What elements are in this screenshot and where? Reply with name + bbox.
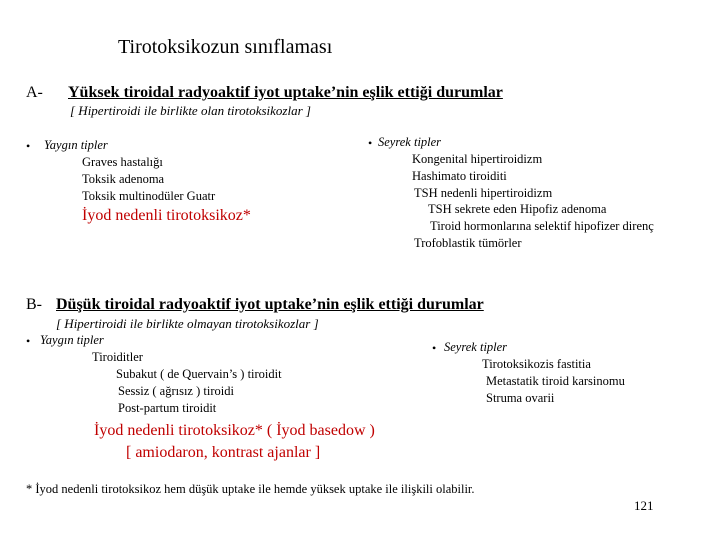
- list-item: Graves hastalığı: [82, 155, 163, 169]
- list-item: Toksik adenoma: [82, 172, 165, 186]
- list-item: Trofoblastik tümörler: [414, 236, 522, 250]
- list-item: Hashimato tiroiditi: [412, 169, 507, 183]
- section-b-subheading: [ Hipertiroidi ile birlikte olmayan tirotoksikozlar ]: [56, 316, 319, 331]
- section-a-red-note: İyod nedenli tirotoksikoz*: [82, 207, 251, 224]
- list-item: Tirotoksikozis fastitia: [482, 357, 591, 371]
- section-b-red-note-examples: [ amiodaron, kontrast ajanlar ]: [126, 444, 321, 461]
- list-item: Kongenital hipertiroidizm: [412, 152, 543, 166]
- section-a-rare-label: Seyrek tipler: [378, 135, 442, 149]
- list-item: TSH sekrete eden Hipofiz adenoma: [428, 202, 607, 216]
- bullet-icon: •: [368, 136, 373, 150]
- section-b-red-note: İyod nedenli tirotoksikoz* ( İyod basedow ): [94, 422, 375, 439]
- list-item: Tiroid hormonlarına selektif hipofizer direnç: [430, 219, 654, 233]
- section-a-subheading: [ Hipertiroidi ile birlikte olan tirotoksikozlar ]: [70, 103, 311, 118]
- bullet-icon: •: [26, 334, 31, 348]
- list-item: Subakut ( de Quervain’s ) tiroidit: [116, 367, 282, 381]
- section-b-rare-label: Seyrek tipler: [444, 340, 508, 354]
- section-b-heading: Düşük tiroidal radyoaktif iyot uptake’nin eşlik ettiği durumlar: [56, 296, 484, 313]
- list-item: Toksik multinodüler Guatr: [82, 189, 216, 203]
- section-b-group-label: Tiroiditler: [92, 350, 143, 364]
- page-number: 121: [634, 498, 654, 513]
- list-item: Sessiz ( ağrısız ) tiroidi: [118, 384, 234, 398]
- list-item: Post-partum tiroidit: [118, 401, 217, 415]
- section-b-letter: B-: [26, 296, 42, 313]
- section-a-common-label: Yaygın tipler: [44, 138, 108, 152]
- section-a-heading: Yüksek tiroidal radyoaktif iyot uptake’nin eşlik ettiği durumlar: [68, 84, 503, 101]
- list-item: TSH nedenli hipertiroidizm: [414, 186, 553, 200]
- bullet-icon: •: [26, 139, 31, 153]
- page-title: Tirotoksikozun sınıflaması: [118, 36, 333, 58]
- list-item: Struma ovarii: [486, 391, 555, 405]
- bullet-icon: •: [432, 341, 437, 355]
- section-b-common-label: Yaygın tipler: [40, 333, 104, 347]
- section-a-letter: A-: [26, 84, 43, 101]
- footnote: * İyod nedenli tirotoksikoz hem düşük uptake ile hemde yüksek uptake ile ilişkili olabilir.: [26, 482, 475, 496]
- list-item: Metastatik tiroid karsinomu: [486, 374, 625, 388]
